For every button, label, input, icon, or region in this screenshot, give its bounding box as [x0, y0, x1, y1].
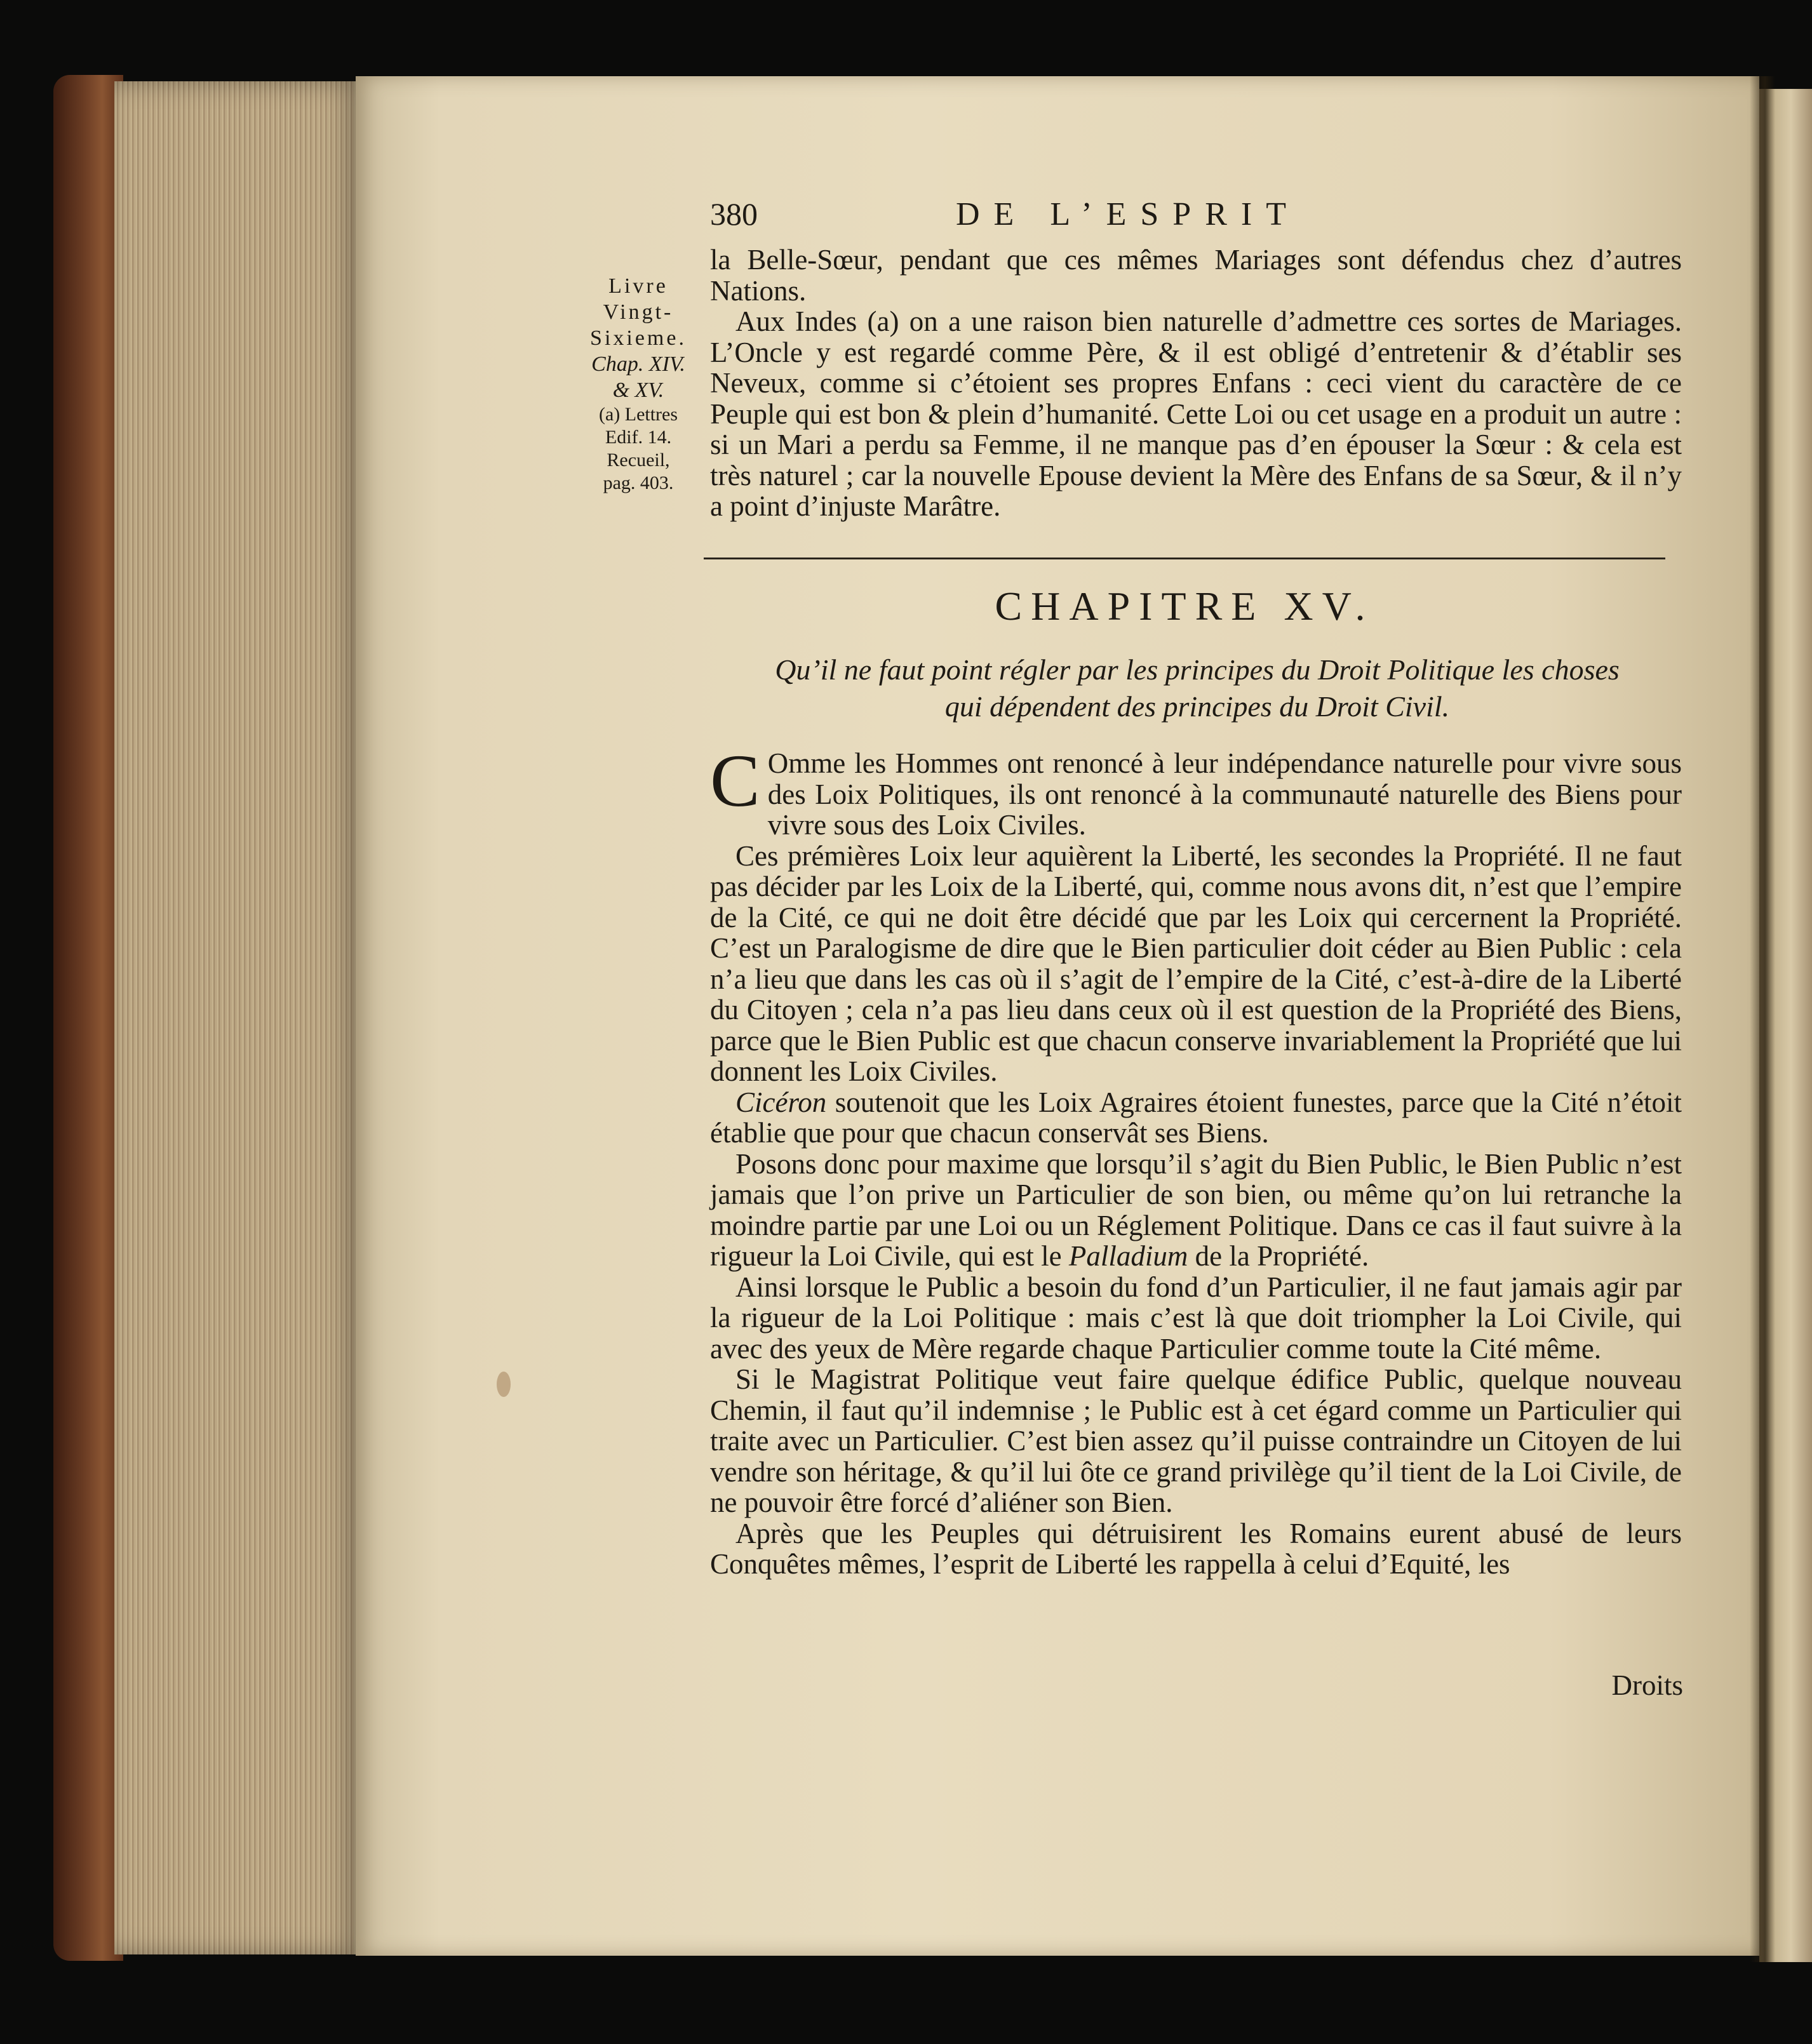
- margin-book-line: Sixieme.: [590, 326, 687, 350]
- name-italic: Cicéron: [735, 1086, 827, 1118]
- margin-chapter-line: Chap. XIV.: [591, 352, 685, 376]
- margin-note-line: Edif. 14.: [605, 427, 672, 448]
- paragraph: Ces prémières Loix leur aquièrent la Liberté, les secondes la Propriété. Il ne faut pas décider par les Loix de la Liberté, qui, comme nous avons dit, n’est que l’empire de la Cité, ce qui ne doit être décidé que par les Loix qui cercernent la Propriété. C’est un Paralogisme de dire que le Bien particulier doit céder au Bien Public : cela n’a lieu que dans les cas où il s’agit de l’empire de la Cité, c’est-à-dire de la Liberté du Citoyen ; cela n’a pas lieu dans ceux où il est question de la Propriété des Biens, parce que le Bien Public est que chacun conserve invariablement la Propriété que lui donnent les Loix Civiles.: [710, 839, 1682, 1087]
- drop-cap: C: [710, 739, 760, 822]
- page-number: 380: [710, 196, 758, 232]
- paragraph-text: Omme les Hommes ont renoncé à leur indépendance naturelle pour vivre sous des Loix Politiques, ils ont renoncé à la communauté naturelle des Biens pour vivre sous des Loix Civiles.: [767, 747, 1682, 841]
- paragraph: Après que les Peuples qui détruisirent les Romains eurent abusé de leurs Conquêtes mêmes, l’esprit de Liberté les rappella à celui d’Equité, les: [710, 1517, 1682, 1580]
- margin-note-line: pag. 403.: [603, 472, 674, 493]
- chapter-xv-body: [710, 739, 1682, 1580]
- paragraph: la Belle-Sœur, pendant que ces mêmes Mariages sont défendus chez d’autres Nations.: [710, 244, 1682, 307]
- paragraph: [710, 1087, 1682, 1149]
- margin-chapter-line: & XV.: [612, 378, 664, 402]
- chapter-divider-rule: [704, 558, 1665, 559]
- marginal-notes: [575, 273, 702, 495]
- paper-stain: [497, 1372, 511, 1397]
- paragraph: Ainsi lorsque le Public a besoin du fond d’un Particulier, il ne faut jamais agir par la rigueur de la Loi Politique : mais c’est là que doit triompher la Loi Civile, qui avec des yeux de Mère regarde chaque Particulier comme toute la Cité même.: [710, 1271, 1682, 1365]
- chapter-xiv-ending: [710, 244, 1682, 522]
- term-italic: Palladium: [1068, 1240, 1188, 1272]
- margin-note-line: (a) Lettres: [598, 404, 678, 425]
- margin-book-line: Vingt-: [603, 300, 674, 324]
- page-header: [0, 196, 1812, 240]
- page-block-fore-edge: [114, 81, 362, 1954]
- chapter-subtitle: [724, 651, 1670, 725]
- margin-book-line: Livre: [608, 274, 668, 298]
- paragraph: [710, 739, 1682, 841]
- catchword: Droits: [1611, 1669, 1683, 1701]
- paragraph-text: de la Propriété.: [1188, 1240, 1369, 1272]
- paragraph-text: soutenoit que les Loix Agraires étoient funestes, parce que la Cité n’étoit établie que pour que chacun conservât ses Biens.: [710, 1086, 1682, 1149]
- paragraph-text: Posons donc pour maxime que lorsqu’il s’agit du Bien Public, le Bien Public n’est jamais que l’on prive un Particulier de son bien, ou même qu’on lui retranche la moindre partie par une Loi ou un Réglement Politique. Dans ce cas il faut suivre à la rigueur la Loi Civile, qui est le: [710, 1147, 1682, 1272]
- paragraph: [710, 1149, 1682, 1272]
- running-title: DE L’ESPRIT: [956, 196, 1300, 232]
- book-gutter: [1750, 76, 1775, 1962]
- subtitle-line: qui dépendent des principes du Droit Civil.: [944, 690, 1450, 723]
- subtitle-line: Qu’il ne faut point régler par les principes du Droit Politique les choses: [775, 653, 1620, 686]
- book-cover-edge: [53, 75, 123, 1961]
- margin-note-line: Recueil,: [607, 450, 670, 471]
- chapter-title: CHAPITRE XV.: [995, 584, 1374, 629]
- paragraph: Aux Indes (a) on a une raison bien naturelle d’admettre ces sortes de Mariages. L’Oncle y est regardé comme Père, & il est obligé d’entretenir & d’établir ses Neveux, comme si c’étoient ses propres Enfans : ceci vient du caractère de ce Peuple qui est bon & plein d’humanité. Cette Loi ou cet usage en a produit un autre : si un Mari a perdu sa Femme, il ne manque pas d’en épouser la Sœur : & cela est très naturel ; car la nouvelle Epouse devient la Mère des Enfans de sa Sœur, & il n’y a point d’injuste Marâtre.: [710, 305, 1682, 522]
- paragraph: Si le Magistrat Politique veut faire quelque édifice Public, quelque nouveau Chemin, il faut qu’il indemnise ; le Public est à cet égard comme un Particulier qui traite avec un Particulier. C’est bien assez qu’il puisse contraindre un Citoyen de lui vendre son héritage, & qu’il lui ôte ce grand privilège qu’il tient de la Loi Civile, de ne pouvoir être forcé d’aliéner son Bien.: [710, 1363, 1682, 1518]
